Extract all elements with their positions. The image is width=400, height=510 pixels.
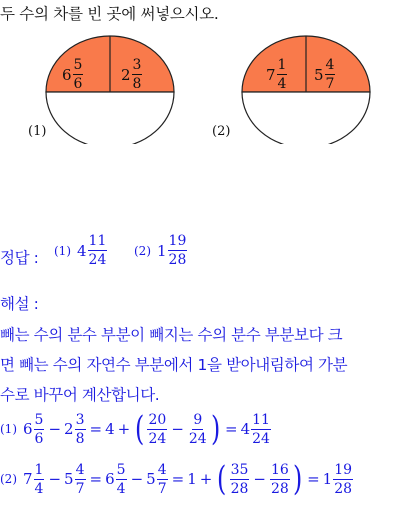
solution-1: (1) 6 $\frac{5}{6}$ − 2 $\frac{3}{8}$ = 4 + ( $\frac{20}{24}$ − $\frac{9}{24}$ ) = 4 $\frac{11}{24}$ (0, 409, 270, 449)
answer-label: 정답 : (0, 249, 39, 267)
explanation-line-1: 빼는 수의 분수 부분이 빼지는 수의 분수 부분보다 크 (0, 326, 343, 344)
question-text: 두 수의 차를 빈 곳에 써넣으시오. (0, 5, 219, 23)
diagram-1-label: (1) (28, 124, 47, 139)
explanation-line-3: 수로 바꾸어 계산합니다. (0, 386, 160, 404)
diagram-2-left-number: 7 $\frac{1}{4}$ (266, 57, 287, 92)
empty-bottom-half (46, 92, 174, 144)
diagram-1-left-number: 6 $\frac{5}{6}$ (62, 57, 83, 92)
diagram-2-right-number: 5 $\frac{4}{7}$ (314, 57, 335, 92)
explanation-label: 해설 : (0, 295, 39, 313)
diagram-2-label: (2) (212, 124, 231, 139)
empty-bottom-half (242, 92, 370, 144)
circle-diagram-2 (240, 32, 372, 144)
explanation-line-2: 면 빼는 수의 자연수 부분에서 1을 받아내림하여 가분 (0, 356, 348, 374)
answer-1: (1) 4 $\frac{11}{24}$ (54, 233, 107, 268)
diagram-1-right-number: 2 $\frac{3}{8}$ (121, 57, 142, 92)
solution-2: (2) 7 $\frac{1}{4}$ − 5 $\frac{4}{7}$ = 6 $\frac{5}{4}$ − 5 $\frac{4}{7}$ = 1 + ( $\frac{35}{28}$ − $\frac{16}{28}$ ) = 1 $\frac{19}{28}$ (0, 459, 353, 499)
answer-2: (2) 1 $\frac{19}{28}$ (134, 233, 187, 268)
